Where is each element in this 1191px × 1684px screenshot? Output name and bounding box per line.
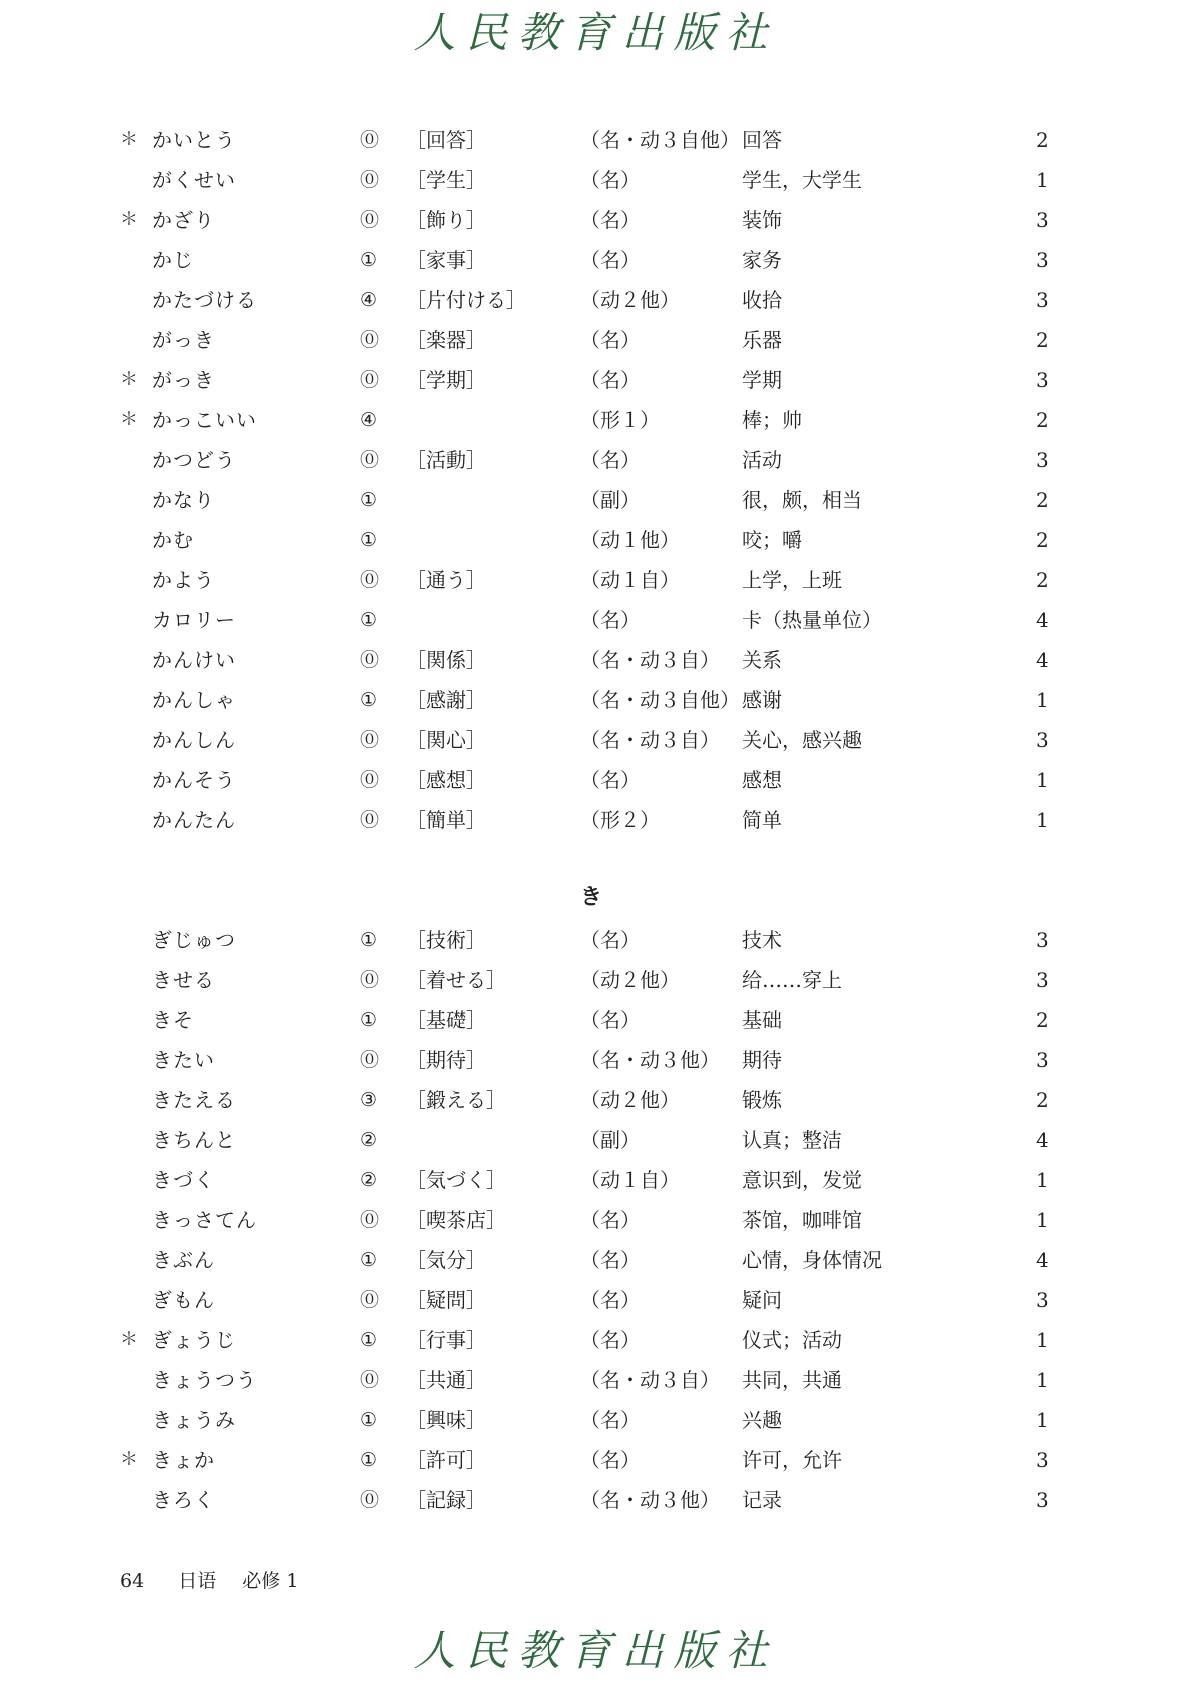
entry-kana: きせる xyxy=(152,968,215,992)
entry-accent: ② xyxy=(360,1129,378,1151)
entry-meaning: 共同，共通 xyxy=(742,1368,842,1392)
vocab-row xyxy=(0,1280,1191,1320)
page-number: 64 xyxy=(120,1570,145,1592)
entry-accent: ⓪ xyxy=(360,729,380,751)
entry-lesson: 3 xyxy=(1036,368,1049,392)
entry-meaning: 锻炼 xyxy=(742,1088,782,1112)
entry-lesson: 1 xyxy=(1036,688,1049,712)
entry-kanji: ［関心］ xyxy=(406,728,486,752)
review-mark: ＊ xyxy=(120,409,138,430)
vocab-row xyxy=(0,480,1191,520)
entry-kana: きろく xyxy=(152,1488,215,1512)
entry-accent: ① xyxy=(360,1409,378,1431)
entry-meaning: 基础 xyxy=(742,1008,782,1032)
vocab-row xyxy=(0,680,1191,720)
vocab-row xyxy=(0,1360,1191,1400)
entry-lesson: 1 xyxy=(1036,1408,1049,1432)
entry-meaning: 期待 xyxy=(742,1048,782,1072)
entry-accent: ① xyxy=(360,929,378,951)
entry-pos: （名・动３他） xyxy=(580,1488,720,1512)
entry-accent: ⓪ xyxy=(360,369,380,391)
entry-meaning: 认真；整洁 xyxy=(742,1128,842,1152)
entry-pos: （名） xyxy=(580,1208,640,1232)
entry-meaning: 技术 xyxy=(742,928,782,952)
entry-kanji: ［喫茶店］ xyxy=(406,1208,506,1232)
entry-kana: きづく xyxy=(152,1168,215,1192)
entry-accent: ⓪ xyxy=(360,1489,380,1511)
entry-pos: （名） xyxy=(580,1448,640,1472)
entry-kanji: ［着せる］ xyxy=(406,968,506,992)
entry-meaning: 收拾 xyxy=(742,288,782,312)
entry-meaning: 疑问 xyxy=(742,1288,782,1312)
publisher-logo-top: 人民教育出版社 xyxy=(413,8,778,57)
review-mark: ＊ xyxy=(120,209,138,230)
vocab-row xyxy=(0,1400,1191,1440)
vocab-row xyxy=(0,1120,1191,1160)
entry-meaning: 装饰 xyxy=(742,208,782,232)
entry-lesson: 2 xyxy=(1036,1008,1049,1032)
vocab-row xyxy=(0,640,1191,680)
entry-kanji: ［楽器］ xyxy=(406,328,486,352)
entry-pos: （名） xyxy=(580,1408,640,1432)
entry-kanji: ［簡単］ xyxy=(406,808,486,832)
entry-lesson: 4 xyxy=(1036,1248,1049,1272)
entry-kana: きたえる xyxy=(152,1088,236,1112)
entry-kana: がっき xyxy=(152,328,215,352)
vocab-row xyxy=(0,1040,1191,1080)
entry-kanji: ［学生］ xyxy=(406,168,486,192)
entry-kana: カロリー xyxy=(152,608,236,632)
entry-lesson: 3 xyxy=(1036,1448,1049,1472)
entry-kanji: ［学期］ xyxy=(406,368,486,392)
entry-kana: かむ xyxy=(152,528,194,552)
vocab-row xyxy=(0,440,1191,480)
entry-accent: ① xyxy=(360,1449,378,1471)
entry-pos: （名） xyxy=(580,1328,640,1352)
entry-pos: （名） xyxy=(580,928,640,952)
entry-kanji: ［共通］ xyxy=(406,1368,486,1392)
entry-lesson: 4 xyxy=(1036,608,1049,632)
entry-lesson: 2 xyxy=(1036,1088,1049,1112)
entry-pos: （形２） xyxy=(580,808,660,832)
entry-kanji: ［期待］ xyxy=(406,1048,486,1072)
entry-kana: ぎじゅつ xyxy=(152,928,236,952)
entry-meaning: 关心，感兴趣 xyxy=(742,728,862,752)
entry-kanji: ［家事］ xyxy=(406,248,486,272)
entry-kana: きたい xyxy=(152,1048,215,1072)
entry-kana: かたづける xyxy=(152,288,257,312)
vocab-row xyxy=(0,200,1191,240)
entry-pos: （动２他） xyxy=(580,968,680,992)
page-footer xyxy=(120,1566,298,1593)
vocab-row xyxy=(0,120,1191,160)
entry-pos: （动１他） xyxy=(580,528,680,552)
vocab-row xyxy=(0,760,1191,800)
vocab-row xyxy=(0,520,1191,560)
vocab-row xyxy=(0,1320,1191,1360)
entry-pos: （形１） xyxy=(580,408,660,432)
vocab-row xyxy=(0,1160,1191,1200)
entry-lesson: 3 xyxy=(1036,448,1049,472)
entry-pos: （名） xyxy=(580,608,640,632)
entry-pos: （名） xyxy=(580,1008,640,1032)
entry-accent: ④ xyxy=(360,409,378,431)
entry-pos: （名） xyxy=(580,1248,640,1272)
entry-meaning: 卡（热量单位） xyxy=(742,608,882,632)
review-mark: ＊ xyxy=(120,129,138,150)
entry-kana: かんしゃ xyxy=(152,688,236,712)
entry-pos: （名） xyxy=(580,448,640,472)
entry-pos: （名） xyxy=(580,208,640,232)
entry-kana: かよう xyxy=(152,568,215,592)
entry-meaning: 茶馆，咖啡馆 xyxy=(742,1208,862,1232)
entry-kana: ぎもん xyxy=(152,1288,215,1312)
entry-accent: ⓪ xyxy=(360,329,380,351)
entry-lesson: 1 xyxy=(1036,1368,1049,1392)
vocab-row xyxy=(0,1200,1191,1240)
entry-meaning: 家务 xyxy=(742,248,782,272)
volume-label: 必修 1 xyxy=(242,1570,299,1592)
entry-pos: （名） xyxy=(580,168,640,192)
entry-meaning: 给……穿上 xyxy=(742,968,842,992)
entry-accent: ③ xyxy=(360,1089,378,1111)
entry-lesson: 3 xyxy=(1036,1288,1049,1312)
entry-lesson: 3 xyxy=(1036,248,1049,272)
entry-accent: ⓪ xyxy=(360,1369,380,1391)
entry-pos: （名） xyxy=(580,368,640,392)
publisher-logo-bottom: 人民教育出版社 xyxy=(413,1626,778,1675)
entry-pos: （副） xyxy=(580,1128,640,1152)
vocab-row xyxy=(0,320,1191,360)
vocab-row xyxy=(0,1480,1191,1520)
entry-lesson: 1 xyxy=(1036,1328,1049,1352)
entry-pos: （动１自） xyxy=(580,1168,680,1192)
entry-pos: （名） xyxy=(580,328,640,352)
entry-lesson: 3 xyxy=(1036,1048,1049,1072)
entry-kana: きょうみ xyxy=(152,1408,236,1432)
entry-lesson: 1 xyxy=(1036,1168,1049,1192)
entry-lesson: 3 xyxy=(1036,208,1049,232)
entry-pos: （动１自） xyxy=(580,568,680,592)
entry-lesson: 3 xyxy=(1036,728,1049,752)
entry-kana: きちんと xyxy=(152,1128,236,1152)
vocab-row xyxy=(0,720,1191,760)
entry-kanji: ［興味］ xyxy=(406,1408,486,1432)
entry-accent: ① xyxy=(360,529,378,551)
entry-kanji: ［気づく］ xyxy=(406,1168,506,1192)
entry-accent: ① xyxy=(360,689,378,711)
entry-lesson: 2 xyxy=(1036,408,1049,432)
entry-kanji: ［技術］ xyxy=(406,928,486,952)
vocab-list-ki xyxy=(0,920,1191,1520)
entry-lesson: 1 xyxy=(1036,168,1049,192)
entry-accent: ⓪ xyxy=(360,809,380,831)
entry-lesson: 3 xyxy=(1036,288,1049,312)
vocab-row xyxy=(0,280,1191,320)
vocab-row xyxy=(0,1440,1191,1480)
vocab-row xyxy=(0,600,1191,640)
vocab-row xyxy=(0,160,1191,200)
entry-kana: かんたん xyxy=(152,808,236,832)
entry-meaning: 感想 xyxy=(742,768,782,792)
entry-accent: ② xyxy=(360,1169,378,1191)
entry-accent: ⓪ xyxy=(360,769,380,791)
review-mark: ＊ xyxy=(120,1329,138,1350)
entry-kana: かんしん xyxy=(152,728,236,752)
entry-pos: （名） xyxy=(580,1288,640,1312)
entry-pos: （名・动３自） xyxy=(580,648,720,672)
book-title: 日语 xyxy=(178,1570,217,1592)
entry-kanji: ［気分］ xyxy=(406,1248,486,1272)
review-mark: ＊ xyxy=(120,1449,138,1470)
entry-meaning: 咬；嚼 xyxy=(742,528,802,552)
entry-meaning: 兴趣 xyxy=(742,1408,782,1432)
entry-kana: きそ xyxy=(152,1008,194,1032)
entry-kana: がっき xyxy=(152,368,215,392)
entry-meaning: 乐器 xyxy=(742,328,782,352)
entry-meaning: 简单 xyxy=(742,808,782,832)
vocab-row xyxy=(0,1080,1191,1120)
entry-kanji: ［飾り］ xyxy=(406,208,486,232)
vocab-row xyxy=(0,400,1191,440)
entry-kanji: ［活動］ xyxy=(406,448,486,472)
entry-pos: （副） xyxy=(580,488,640,512)
review-mark: ＊ xyxy=(120,369,138,390)
entry-meaning: 棒；帅 xyxy=(742,408,802,432)
vocab-row xyxy=(0,240,1191,280)
entry-pos: （名・动３他） xyxy=(580,1048,720,1072)
vocab-row xyxy=(0,560,1191,600)
entry-accent: ⓪ xyxy=(360,1049,380,1071)
vocab-row xyxy=(0,960,1191,1000)
entry-accent: ⓪ xyxy=(360,169,380,191)
entry-kana: かなり xyxy=(152,488,215,512)
entry-accent: ④ xyxy=(360,289,378,311)
entry-lesson: 4 xyxy=(1036,1128,1049,1152)
entry-kanji: ［記録］ xyxy=(406,1488,486,1512)
entry-kanji: ［感謝］ xyxy=(406,688,486,712)
entry-pos: （名・动３自他） xyxy=(580,128,740,152)
entry-meaning: 心情，身体情况 xyxy=(742,1248,882,1272)
entry-accent: ① xyxy=(360,249,378,271)
entry-meaning: 回答 xyxy=(742,128,782,152)
entry-lesson: 1 xyxy=(1036,768,1049,792)
entry-meaning: 许可，允许 xyxy=(742,1448,842,1472)
entry-meaning: 感谢 xyxy=(742,688,782,712)
entry-lesson: 2 xyxy=(1036,128,1049,152)
vocab-row xyxy=(0,800,1191,840)
entry-lesson: 2 xyxy=(1036,568,1049,592)
section-heading-ki: き xyxy=(580,885,603,910)
entry-kana: きぶん xyxy=(152,1248,215,1272)
entry-meaning: 活动 xyxy=(742,448,782,472)
entry-kanji: ［通う］ xyxy=(406,568,486,592)
entry-pos: （名） xyxy=(580,248,640,272)
entry-lesson: 4 xyxy=(1036,648,1049,672)
entry-accent: ⓪ xyxy=(360,969,380,991)
entry-kana: きょうつう xyxy=(152,1368,257,1392)
entry-pos: （动２他） xyxy=(580,288,680,312)
entry-meaning: 记录 xyxy=(742,1488,782,1512)
entry-meaning: 意识到，发觉 xyxy=(742,1168,862,1192)
entry-kana: かんそう xyxy=(152,768,236,792)
entry-kana: がくせい xyxy=(152,168,236,192)
entry-pos: （名・动３自） xyxy=(580,1368,720,1392)
entry-kanji: ［行事］ xyxy=(406,1328,486,1352)
entry-kana: かつどう xyxy=(152,448,236,472)
entry-meaning: 学生，大学生 xyxy=(742,168,862,192)
entry-kana: かじ xyxy=(152,248,194,272)
entry-meaning: 关系 xyxy=(742,648,782,672)
entry-kana: ぎょうじ xyxy=(152,1328,236,1352)
entry-lesson: 1 xyxy=(1036,808,1049,832)
entry-meaning: 学期 xyxy=(742,368,782,392)
entry-accent: ① xyxy=(360,609,378,631)
entry-accent: ⓪ xyxy=(360,449,380,471)
entry-lesson: 3 xyxy=(1036,928,1049,952)
entry-accent: ① xyxy=(360,1009,378,1031)
entry-kanji: ［許可］ xyxy=(406,1448,486,1472)
entry-kanji: ［感想］ xyxy=(406,768,486,792)
vocab-row xyxy=(0,360,1191,400)
entry-pos: （名） xyxy=(580,768,640,792)
entry-meaning: 很，颇，相当 xyxy=(742,488,862,512)
entry-pos: （名・动３自） xyxy=(580,728,720,752)
entry-meaning: 上学，上班 xyxy=(742,568,842,592)
entry-lesson: 1 xyxy=(1036,1208,1049,1232)
entry-kanji: ［回答］ xyxy=(406,128,486,152)
entry-pos: （名・动３自他） xyxy=(580,688,740,712)
entry-kanji: ［基礎］ xyxy=(406,1008,486,1032)
entry-accent: ⓪ xyxy=(360,209,380,231)
entry-accent: ① xyxy=(360,1329,378,1351)
vocab-row xyxy=(0,1000,1191,1040)
entry-kana: かいとう xyxy=(152,128,236,152)
vocab-list-ka xyxy=(0,120,1191,840)
entry-kana: かんけい xyxy=(152,648,236,672)
entry-kana: きっさてん xyxy=(152,1208,257,1232)
entry-accent: ⓪ xyxy=(360,1209,380,1231)
entry-kanji: ［関係］ xyxy=(406,648,486,672)
entry-accent: ⓪ xyxy=(360,649,380,671)
entry-kanji: ［疑問］ xyxy=(406,1288,486,1312)
vocab-row xyxy=(0,1240,1191,1280)
entry-kana: きょか xyxy=(152,1448,215,1472)
entry-kana: かっこいい xyxy=(152,408,257,432)
entry-accent: ① xyxy=(360,1249,378,1271)
entry-kana: かざり xyxy=(152,208,215,232)
entry-kanji: ［鍛える］ xyxy=(406,1088,506,1112)
entry-lesson: 2 xyxy=(1036,528,1049,552)
entry-lesson: 3 xyxy=(1036,968,1049,992)
entry-lesson: 2 xyxy=(1036,328,1049,352)
entry-accent: ⓪ xyxy=(360,1289,380,1311)
entry-lesson: 3 xyxy=(1036,1488,1049,1512)
entry-kanji: ［片付ける］ xyxy=(406,288,526,312)
entry-meaning: 仪式；活动 xyxy=(742,1328,842,1352)
entry-lesson: 2 xyxy=(1036,488,1049,512)
entry-accent: ⓪ xyxy=(360,569,380,591)
vocab-row xyxy=(0,920,1191,960)
entry-pos: （动２他） xyxy=(580,1088,680,1112)
entry-accent: ⓪ xyxy=(360,129,380,151)
entry-accent: ① xyxy=(360,489,378,511)
